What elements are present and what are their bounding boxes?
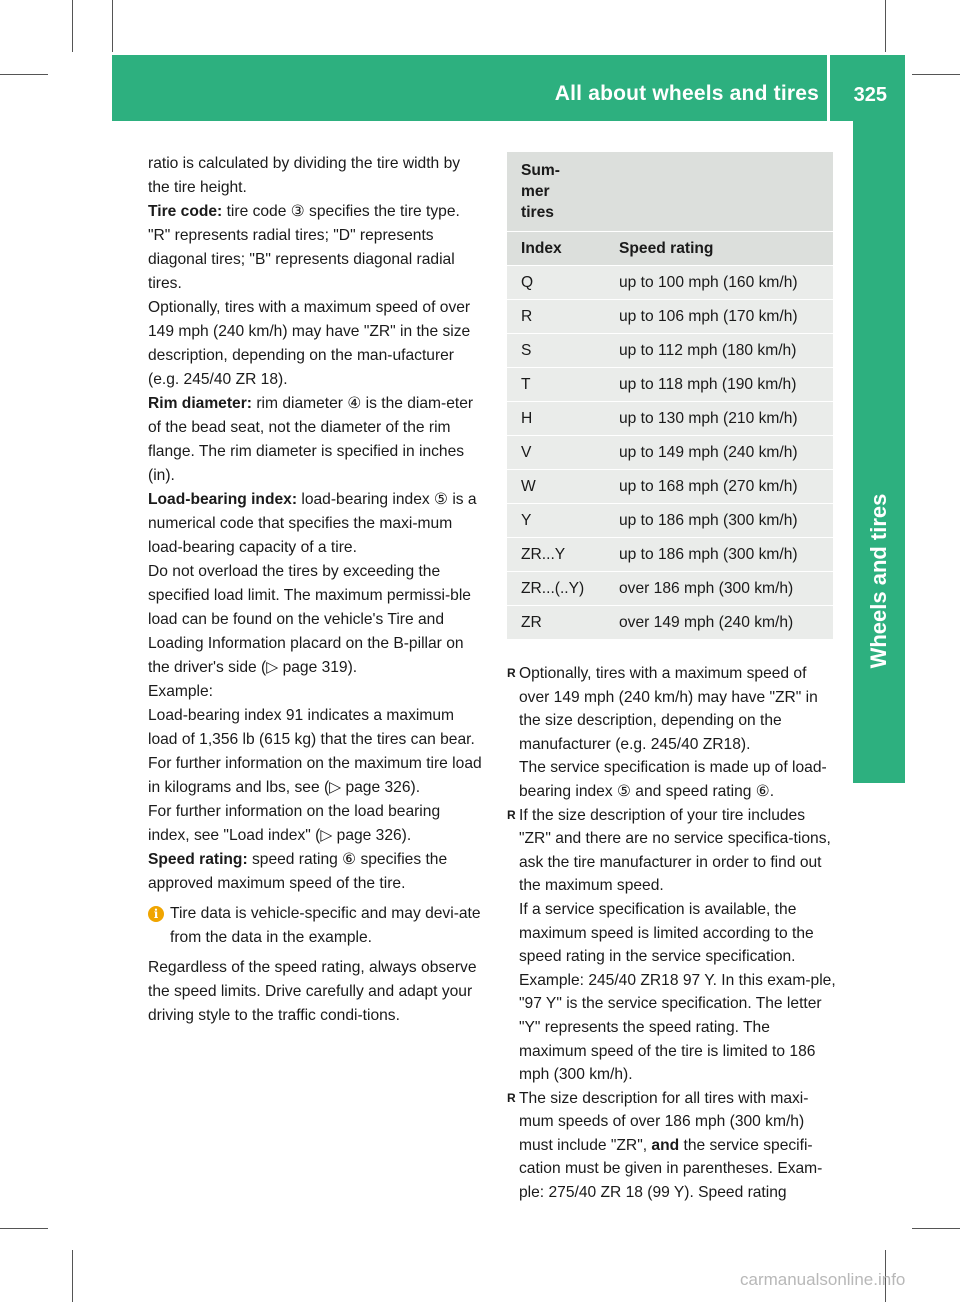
cell-index: V	[507, 436, 605, 470]
bullet-text	[519, 1087, 837, 1205]
column-header-speed: Speed rating	[605, 232, 833, 266]
table-row	[507, 606, 833, 640]
section-title: All about wheels and tires	[554, 82, 819, 105]
paragraph-rim-diameter	[148, 392, 483, 488]
term-label: Rim diameter:	[148, 395, 252, 412]
cell-index: W	[507, 470, 605, 504]
bullet-subtext: The service specification is made up of load-bearing index ⑤ and speed rating ⑥.	[519, 759, 827, 800]
term-text: tire code ③ specifies the tire type. "R" represents radial tires; "D" represents diagonal tires; "B" represents diagonal radial tires.	[148, 203, 460, 292]
table-row	[507, 470, 833, 504]
term-label: Load-bearing index:	[148, 491, 298, 508]
paragraph-speed-rating	[148, 848, 483, 896]
paragraph: Load-bearing index 91 indicates a maximum load of 1,356 lb (615 kg) that the tires can bear. For further information on the maximum tire load in kilograms and lbs, see (▷ page 326).	[148, 707, 482, 796]
table-header-blank	[605, 152, 833, 232]
watermark: carmanualsonline.info	[740, 1270, 906, 1289]
speed-rating-table	[507, 152, 833, 640]
paragraph: Example:	[148, 683, 214, 700]
bullet-item	[507, 1087, 837, 1205]
cell-speed: up to 130 mph (210 km/h)	[605, 402, 833, 436]
cell-index: ZR...(..Y)	[507, 572, 605, 606]
cell-speed: up to 100 mph (160 km/h)	[605, 266, 833, 300]
side-tab-label: Wheels and tires	[866, 493, 891, 669]
crop-mark	[72, 1250, 73, 1302]
term-label: Speed rating:	[148, 851, 248, 868]
table-row	[507, 504, 833, 538]
bullet-text-part: the service specifi-cation must be given in parentheses. Exam-ple: 275/40 ZR 18 (99 Y). Speed rating	[519, 1136, 823, 1202]
header-divider	[827, 55, 830, 121]
page-header	[112, 55, 905, 121]
crop-mark	[912, 74, 960, 75]
column-header-index: Index	[507, 232, 605, 266]
table-row	[507, 436, 833, 470]
table-row	[507, 266, 833, 300]
bullet-text-part: The size description for all tires with maxi-mum speeds of over 186 mph (300 km/h) must include "ZR",	[519, 1089, 809, 1154]
bullet-subtext: If a service specification is available, the maximum speed is limited according to the speed rating in the service specification. Example: 245/40 ZR18 97 Y. In this exam-ple, "97 Y" is the service specification. The letter "Y" represents the speed rating. The maximum speed of the tire is limited to 186 mph (300 km/h).	[519, 900, 836, 1084]
paragraph: Regardless of the speed rating, always observe the speed limits. Drive carefully and adapt your driving style to the traffic condi-tions.	[148, 959, 477, 1024]
table-row	[507, 538, 833, 572]
crop-mark	[112, 0, 113, 52]
cell-speed: up to 186 mph (300 km/h)	[605, 538, 833, 572]
cell-index: Y	[507, 504, 605, 538]
table-row	[507, 300, 833, 334]
crop-mark	[885, 0, 886, 52]
info-text: Tire data is vehicle-specific and may devi-ate from the data in the example.	[170, 905, 481, 946]
crop-mark	[72, 0, 73, 52]
crop-mark	[0, 74, 48, 75]
info-note	[148, 902, 483, 950]
crop-mark	[0, 1228, 48, 1229]
info-icon: i	[148, 906, 164, 922]
paragraph-tire-code	[148, 200, 483, 296]
paragraph: Do not overload the tires by exceeding the specified load limit. The maximum permissi-ble load can be found on the vehicle's Tire and Loading Information placard on the B-pillar on the driver's side (▷ page 319).	[148, 563, 471, 676]
crop-mark	[912, 1228, 960, 1229]
paragraph: For further information on the load bearing index, see "Load index" (▷ page 326).	[148, 803, 441, 844]
term-label: Tire code:	[148, 203, 223, 220]
term-text: speed rating ⑥ specifies the approved maximum speed of the tire.	[148, 851, 448, 892]
paragraph-load-index	[148, 488, 483, 560]
bullet-text-bold: and	[651, 1136, 680, 1154]
table-row	[507, 334, 833, 368]
table-row	[507, 402, 833, 436]
cell-speed: up to 118 mph (190 km/h)	[605, 368, 833, 402]
cell-speed: up to 168 mph (270 km/h)	[605, 470, 833, 504]
left-column	[148, 152, 483, 1028]
side-tab-label-wrap	[853, 121, 905, 747]
cell-index: ZR...Y	[507, 538, 605, 572]
cell-speed: up to 149 mph (240 km/h)	[605, 436, 833, 470]
cell-index: Q	[507, 266, 605, 300]
table-header-row	[507, 232, 833, 266]
table-row	[507, 572, 833, 606]
side-tab-square	[853, 731, 905, 783]
bullet-item	[507, 804, 837, 1087]
cell-index: T	[507, 368, 605, 402]
cell-speed: up to 112 mph (180 km/h)	[605, 334, 833, 368]
page-number: 325	[853, 84, 887, 106]
cell-index: ZR	[507, 606, 605, 640]
cell-index: R	[507, 300, 605, 334]
cell-index: H	[507, 402, 605, 436]
term-text: rim diameter ④ is the diam-eter of the bead seat, not the diameter of the rim flange. The rim diameter is specified in inches (in).	[148, 395, 474, 484]
cell-speed: up to 186 mph (300 km/h)	[605, 504, 833, 538]
term-text: load-bearing index ⑤ is a numerical code that specifies the maxi-mum load-bearing capacity of a tire.	[148, 491, 477, 556]
table-group-header-row	[507, 152, 833, 232]
bullet-text: R Optionally, tires with a maximum speed of over 149 mph (240 km/h) may have "ZR" in the size description, depending on the manufacturer (e.g. 245/40 ZR18).	[519, 665, 818, 753]
right-column	[507, 662, 837, 1205]
cell-speed: over 186 mph (300 km/h)	[605, 572, 833, 606]
cell-speed: up to 106 mph (170 km/h)	[605, 300, 833, 334]
paragraph: ratio is calculated by dividing the tire width by the tire height.	[148, 155, 461, 196]
paragraph: Optionally, tires with a maximum speed of over 149 mph (240 km/h) may have "ZR" in the size description, depending on the man-ufacturer (e.g. 245/40 ZR 18).	[148, 299, 471, 388]
table-group-header: Sum- mer tires	[507, 152, 605, 232]
table-row	[507, 368, 833, 402]
cell-speed: over 149 mph (240 km/h)	[605, 606, 833, 640]
bullet-item	[507, 662, 837, 804]
cell-index: S	[507, 334, 605, 368]
bullet-text: R If the size description of your tire includes "ZR" and there are no service specifica-tions, ask the tire manufacturer in order to find out the maximum speed.	[519, 806, 831, 895]
